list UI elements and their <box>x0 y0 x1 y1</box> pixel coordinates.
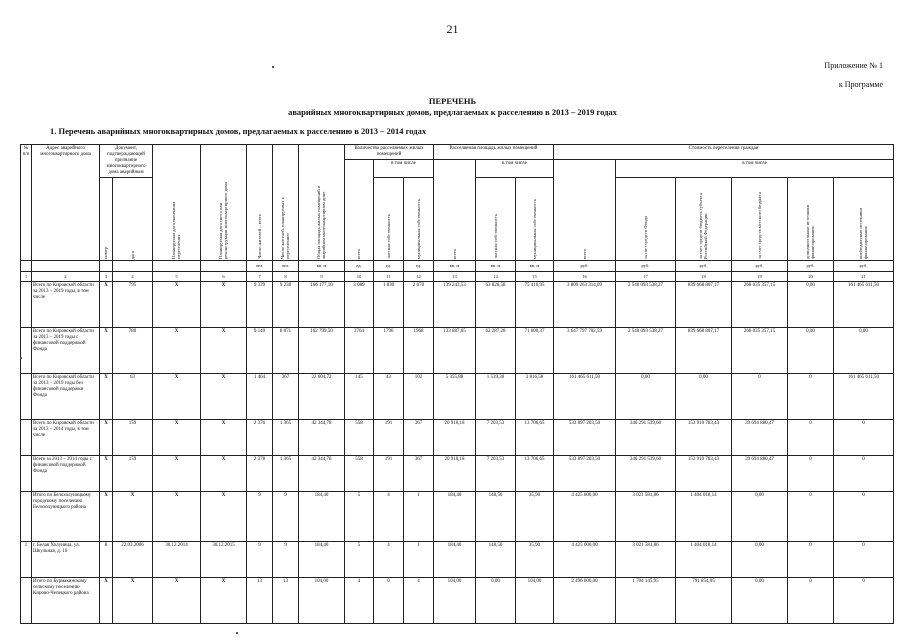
row-number <box>21 578 32 624</box>
cell-c3: 8 <box>100 542 113 578</box>
cell-c3: X <box>100 456 113 492</box>
cell-c3: X <box>100 282 113 328</box>
cell-c12: 367 <box>404 420 434 456</box>
cell-c4: 63 <box>113 374 153 420</box>
section-subtitle: 1. Перечень аварийных многоквартирных домов, предлагаемых к расселению в 2013 – 2014 годах <box>50 126 427 136</box>
scan-speck <box>272 66 274 68</box>
unit-cell: ед. <box>345 261 374 272</box>
cell-c10: 3764 <box>345 328 374 374</box>
header-document: Документ, подтверждающий признание многоквартирного дома аварийным <box>100 145 153 178</box>
cell-c9: 162 799,50 <box>299 328 345 374</box>
cell-c3: X <box>100 492 113 542</box>
cell-c21: 0 <box>834 492 894 542</box>
column-number-cell: 13 <box>434 272 476 282</box>
row-number <box>21 374 32 420</box>
column-number-cell: 15 <box>516 272 554 282</box>
cell-c18: 153 910 783,43 <box>676 456 732 492</box>
cell-c16: 533 897 203,50 <box>554 456 616 492</box>
header-rooms-private: частная собственность <box>374 178 404 261</box>
cell-c13: 104,00 <box>434 578 476 624</box>
header-cost-extra: дополнительные источники финансирования <box>788 178 834 261</box>
table-row <box>21 328 894 374</box>
cell-c11: 4 <box>374 542 404 578</box>
cell-c12: 1968 <box>404 328 434 374</box>
cell-c19: 0,00 <box>732 578 788 624</box>
unit-cell: руб. <box>676 261 732 272</box>
cell-c11: 1796 <box>374 328 404 374</box>
cell-c16: 4 425 600,00 <box>554 492 616 542</box>
cell-c15: 13 706,65 <box>516 420 554 456</box>
column-numbers-row <box>21 272 894 282</box>
scan-speck <box>236 632 238 634</box>
cell-c19: 268 035 357,15 <box>732 282 788 328</box>
cell-c9: 42 344,78 <box>299 420 345 456</box>
header-row-1 <box>21 145 894 160</box>
row-label: Всего по Кировской области за 2013 – 2014 годы, в том числе <box>32 420 100 456</box>
cell-c8: 13 <box>273 578 299 624</box>
row-number <box>21 420 32 456</box>
cell-c6: 30.12.2015 <box>201 542 247 578</box>
cell-c4: 159 <box>113 420 153 456</box>
header-rooms-in-that: в том числе <box>374 160 434 178</box>
cell-c18: 839 668 807,17 <box>676 328 732 374</box>
table-row <box>21 578 894 624</box>
cell-c18: 1 404 018,14 <box>676 492 732 542</box>
header-area-total: всего <box>434 160 476 261</box>
page-number: 21 <box>446 22 459 36</box>
cell-c5: 30.12.2014 <box>153 542 201 578</box>
cell-c18: 1 404 018,14 <box>676 542 732 578</box>
table-row <box>21 374 894 420</box>
header-cost-fund: за счет средств Фонда <box>616 178 676 261</box>
unit-cell <box>113 261 153 272</box>
column-number-cell: 12 <box>404 272 434 282</box>
cell-c12: 367 <box>404 456 434 492</box>
table-row <box>21 282 894 328</box>
header-area: Общая площадь жилых помещений в аварийном многоквартирном доме <box>299 145 345 261</box>
cell-c4: 795 <box>113 282 153 328</box>
cell-c7: 2 378 <box>247 456 273 492</box>
cell-c11: 0 <box>374 578 404 624</box>
cell-c7: 9 <box>247 542 273 578</box>
cell-c21: 0 <box>834 542 894 578</box>
header-cost-local: за счет средств местного бюджета <box>732 178 788 261</box>
row-label: Всего за 2013 – 2014 годы с финансовой поддержкой Фонда <box>32 456 100 492</box>
row-number: 1 <box>21 542 32 578</box>
cell-c17: 3 021 581,86 <box>616 542 676 578</box>
cell-c21: 0 <box>834 578 894 624</box>
unit-cell <box>32 261 100 272</box>
cell-c8: 8 871 <box>273 328 299 374</box>
cell-c3: X <box>100 374 113 420</box>
row-number <box>21 456 32 492</box>
cell-c16: 161 465 611,50 <box>554 374 616 420</box>
cell-c14: 148,50 <box>476 542 516 578</box>
row-number <box>21 328 32 374</box>
unit-cell: ед. <box>374 261 404 272</box>
header-residents-relocate: Число жителей, планируемых к переселению <box>273 145 299 261</box>
cell-c15: 71 600,37 <box>516 328 554 374</box>
column-number-cell: 16 <box>554 272 616 282</box>
cell-c15: 75 416,95 <box>516 282 554 328</box>
cell-c14: 148,50 <box>476 492 516 542</box>
unit-cell: кв. м <box>476 261 516 272</box>
cell-c19: 0,00 <box>732 492 788 542</box>
cell-c19: 0 <box>732 374 788 420</box>
cell-c4: 159 <box>113 456 153 492</box>
scan-speck <box>20 357 22 359</box>
cell-c10: 5 <box>345 542 374 578</box>
cell-c8: 1 365 <box>273 420 299 456</box>
cell-c5: X <box>153 456 201 492</box>
cell-c7: 9 <box>247 492 273 542</box>
cell-c16: 3 647 797 702,59 <box>554 328 616 374</box>
cell-c7: 1 464 <box>247 374 273 420</box>
cell-c6: X <box>201 420 247 456</box>
cell-c14: 62 287,28 <box>476 328 516 374</box>
cell-c6: X <box>201 282 247 328</box>
cell-c7: 2 376 <box>247 420 273 456</box>
unit-cell: руб. <box>788 261 834 272</box>
cell-c20: 0,00 <box>788 282 834 328</box>
cell-c5: X <box>153 328 201 374</box>
row-label: Всего по Кировской области за 2013 – 2019 годы с финансовой поддержкой Фонда <box>32 328 100 374</box>
cell-c8: 9 238 <box>273 282 299 328</box>
column-number-cell: 2 <box>32 272 100 282</box>
cell-c18: 791 854,05 <box>676 578 732 624</box>
column-number-cell: 4 <box>113 272 153 282</box>
cell-c6: X <box>201 456 247 492</box>
column-number-cell: 8 <box>273 272 299 282</box>
units-row <box>21 261 894 272</box>
column-number-cell: 3 <box>100 272 113 282</box>
column-number-cell: 9 <box>299 272 345 282</box>
unit-cell <box>153 261 201 272</box>
cell-c5: X <box>153 420 201 456</box>
cell-c15: 35,90 <box>516 492 554 542</box>
row-number <box>21 282 32 328</box>
header-doc-num: номер <box>100 178 113 261</box>
header-area-municipal: муниципальная собственность <box>516 178 554 261</box>
table-row <box>21 420 894 456</box>
header-area-in-that: в том числе <box>476 160 554 178</box>
cell-c19: 39 694 880,47 <box>732 456 788 492</box>
header-address: Адрес аварийного многоквартирного дома <box>32 145 100 261</box>
cell-c8: 1 365 <box>273 456 299 492</box>
cell-c17: 3 021 581,86 <box>616 492 676 542</box>
unit-cell: кв. м <box>516 261 554 272</box>
cell-c13: 184,40 <box>434 542 476 578</box>
column-number-cell: 11 <box>374 272 404 282</box>
cell-c10: 4 <box>345 578 374 624</box>
cell-c20: 0,00 <box>788 328 834 374</box>
cell-c3: X <box>100 328 113 374</box>
unit-cell: чел. <box>273 261 299 272</box>
column-number-cell: 5 <box>153 272 201 282</box>
cell-c12: 4 <box>404 578 434 624</box>
header-doc-date: дата <box>113 178 153 261</box>
cell-c17: 2 540 093 538,27 <box>616 282 676 328</box>
cell-c19: 0,00 <box>732 542 788 578</box>
cell-c9: 184,40 <box>299 542 345 578</box>
unit-cell: руб. <box>616 261 676 272</box>
cell-c20: 0 <box>788 420 834 456</box>
cell-c3: X <box>100 578 113 624</box>
cell-c11: 1 830 <box>374 282 404 328</box>
cell-c7: 9 339 <box>247 282 273 328</box>
cell-c14: 7 203,53 <box>476 456 516 492</box>
column-number-cell: 6 <box>201 272 247 282</box>
title-line-1: ПЕРЕЧЕНЬ <box>428 96 477 106</box>
cell-c21: 0 <box>834 456 894 492</box>
unit-cell <box>100 261 113 272</box>
cell-c8: 9 <box>273 492 299 542</box>
cell-c12: 1 <box>404 542 434 578</box>
column-number-cell: 21 <box>834 272 894 282</box>
unit-cell <box>21 261 32 272</box>
header-rooms-municipal: муниципальная собственность <box>404 178 434 261</box>
header-rooms-total: всего <box>345 160 374 261</box>
unit-cell: ед. <box>404 261 434 272</box>
cell-c13: 20 910,18 <box>434 420 476 456</box>
appendix-note <box>824 56 883 94</box>
header-cost: Стоимость переселения граждан <box>554 145 894 160</box>
unit-cell: кв. м <box>299 261 345 272</box>
cell-c13: 139 243,53 <box>434 282 476 328</box>
cell-c20: 0 <box>788 374 834 420</box>
column-number-cell: 20 <box>788 272 834 282</box>
header-rooms: Количество расселяемых жилых помещений <box>345 145 434 160</box>
cell-c10: 558 <box>345 456 374 492</box>
cell-c17: 340 291 539,60 <box>616 420 676 456</box>
header-cost-nonbudget: внебюджетные источники финансирования <box>834 178 894 261</box>
cell-c20: 0 <box>788 542 834 578</box>
resettlement-table <box>20 144 894 624</box>
cell-c15: 104,00 <box>516 578 554 624</box>
cell-c4: 780 <box>113 328 153 374</box>
cell-c21: 161 465 611,50 <box>834 282 894 328</box>
cell-c20: 0 <box>788 456 834 492</box>
cell-c19: 39 694 880,47 <box>732 420 788 456</box>
column-number-cell: 1 <box>21 272 32 282</box>
header-num: № п/п <box>21 145 32 261</box>
cell-c5: X <box>153 492 201 542</box>
cell-c21: 0 <box>834 420 894 456</box>
cell-c17: 1 704 145,95 <box>616 578 676 624</box>
cell-c15: 13 706,65 <box>516 456 554 492</box>
row-label: Итого по Белохолуницкому городскому поселению Белохолуницкого района <box>32 492 100 542</box>
cell-c14: 1 539,30 <box>476 374 516 420</box>
cell-c5: X <box>153 374 201 420</box>
row-label: г. Белая Холуница, ул. Шкульная, д. 16 <box>32 542 100 578</box>
header-plan-demolish: Планируемая дата сноса или реконструкции многоквартирного дома <box>201 145 247 261</box>
cell-c14: 0,00 <box>476 578 516 624</box>
row-number <box>21 492 32 542</box>
cell-c6: X <box>201 578 247 624</box>
cell-c4: X <box>113 492 153 542</box>
cell-c16: 3 809 263 314,09 <box>554 282 616 328</box>
unit-cell: руб. <box>732 261 788 272</box>
cell-c17: 0,00 <box>616 374 676 420</box>
cell-c5: X <box>153 282 201 328</box>
cell-c8: 9 <box>273 542 299 578</box>
header-residents-total: Число жителей – всего <box>247 145 273 261</box>
title-line-2: аварийных многоквартирных домов, предлагаемых к расселению в 2013 – 2019 годах <box>288 107 617 117</box>
cell-c11: 191 <box>374 420 404 456</box>
cell-c7: 9 140 <box>247 328 273 374</box>
column-number-cell: 19 <box>732 272 788 282</box>
cell-c10: 3 089 <box>345 282 374 328</box>
appendix-line-2: к Программе <box>838 80 883 89</box>
cell-c18: 839 668 807,17 <box>676 282 732 328</box>
cell-c7: 13 <box>247 578 273 624</box>
header-cost-total: всего <box>554 160 616 261</box>
cell-c10: 558 <box>345 420 374 456</box>
cell-c5: X <box>153 578 201 624</box>
cell-c14: 63 826,58 <box>476 282 516 328</box>
appendix-line-1: Приложение № 1 <box>824 61 883 70</box>
column-number-cell: 14 <box>476 272 516 282</box>
header-area-private: частная собственность <box>476 178 516 261</box>
row-label: Всего по Кировской области за 2013 – 2019 годы, в том числе <box>32 282 100 328</box>
cell-c16: 533 897 203,50 <box>554 420 616 456</box>
row-label: Всего по Кировской области за 2013 – 2019 годы без финансовой поддержки Фонда <box>32 374 100 420</box>
cell-c15: 35,90 <box>516 542 554 578</box>
cell-c6: X <box>201 374 247 420</box>
cell-c16: 4 425 600,00 <box>554 542 616 578</box>
cell-c9: 166 177,10 <box>299 282 345 328</box>
cell-c20: 0 <box>788 492 834 542</box>
unit-cell <box>201 261 247 272</box>
column-number-cell: 18 <box>676 272 732 282</box>
unit-cell: руб. <box>834 261 894 272</box>
header-plan-date: Планируемая дата окончания переселения <box>153 145 201 261</box>
table-body <box>21 282 894 624</box>
cell-c10: 5 <box>345 492 374 542</box>
cell-c13: 5 355,88 <box>434 374 476 420</box>
cell-c17: 2 540 093 538,27 <box>616 328 676 374</box>
cell-c13: 20 910,18 <box>434 456 476 492</box>
cell-c3: X <box>100 420 113 456</box>
unit-cell: чел. <box>247 261 273 272</box>
cell-c13: 184,40 <box>434 492 476 542</box>
document-title <box>0 96 905 118</box>
cell-c4: X <box>113 578 153 624</box>
cell-c8: 367 <box>273 374 299 420</box>
cell-c6: X <box>201 492 247 542</box>
cell-c9: 42 344,78 <box>299 456 345 492</box>
cell-c18: 153 910 783,43 <box>676 420 732 456</box>
table-row <box>21 456 894 492</box>
cell-c12: 2 070 <box>404 282 434 328</box>
unit-cell: кв. м <box>434 261 476 272</box>
cell-c21: 161 465 611,50 <box>834 374 894 420</box>
row-label: Итого по Бурмакинскому сельскому поселению Кирово-Чепецкого района <box>32 578 100 624</box>
column-number-cell: 7 <box>247 272 273 282</box>
cell-c21: 0,00 <box>834 328 894 374</box>
header-resettled-area: Расселяемая площадь жилых помещений <box>434 145 554 160</box>
cell-c14: 7 203,53 <box>476 420 516 456</box>
header-cost-in-that: в том числе <box>616 160 894 178</box>
cell-c4: 22.03.2006 <box>113 542 153 578</box>
cell-c13: 133 887,65 <box>434 328 476 374</box>
cell-c6: X <box>201 328 247 374</box>
cell-c17: 340 291 539,60 <box>616 456 676 492</box>
column-number-cell: 17 <box>616 272 676 282</box>
table-row <box>21 542 894 578</box>
cell-c9: 22 604,72 <box>299 374 345 420</box>
cell-c9: 104,00 <box>299 578 345 624</box>
cell-c11: 191 <box>374 456 404 492</box>
cell-c10: 145 <box>345 374 374 420</box>
header-cost-region: за счет средств бюджета субъекта Российской Федерации <box>676 178 732 261</box>
cell-c19: 268 035 357,15 <box>732 328 788 374</box>
cell-c20: 0 <box>788 578 834 624</box>
cell-c15: 3 816,58 <box>516 374 554 420</box>
cell-c11: 4 <box>374 492 404 542</box>
table-row <box>21 492 894 542</box>
unit-cell: руб. <box>554 261 616 272</box>
cell-c16: 2 496 000,00 <box>554 578 616 624</box>
cell-c9: 184,40 <box>299 492 345 542</box>
cell-c12: 102 <box>404 374 434 420</box>
column-number-cell: 10 <box>345 272 374 282</box>
cell-c12: 1 <box>404 492 434 542</box>
cell-c11: 43 <box>374 374 404 420</box>
cell-c18: 0,00 <box>676 374 732 420</box>
